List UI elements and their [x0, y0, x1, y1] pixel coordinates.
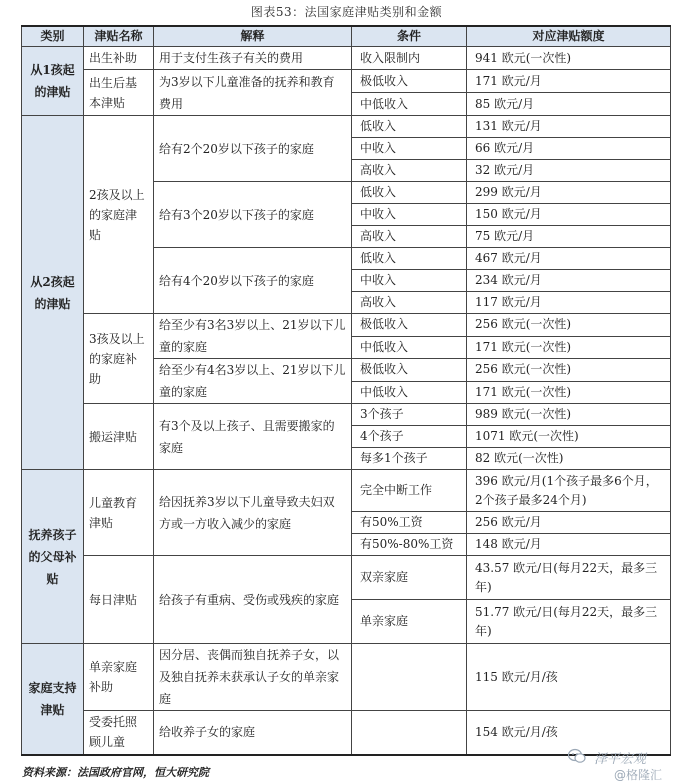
amount-cell: 115 欧元/月/孩 — [467, 644, 671, 711]
category-cell: 从1孩起的津贴 — [22, 47, 84, 116]
condition-cell: 3个孩子 — [352, 404, 467, 426]
allowance-name: 每日津贴 — [84, 556, 154, 644]
allowance-name: 搬运津贴 — [84, 404, 154, 470]
allowance-description: 给有4个20岁以下孩子的家庭 — [154, 248, 352, 314]
condition-cell: 高收入 — [352, 160, 467, 182]
amount-cell: 85 欧元/月 — [467, 93, 671, 116]
watermark-primary: 泽平宏观 — [594, 752, 647, 767]
condition-cell: 有50%-80%工资 — [352, 534, 467, 556]
amount-cell: 234 欧元/月 — [467, 270, 671, 292]
allowance-description: 给孩子有重病、受伤或残疾的家庭 — [154, 556, 352, 644]
amount-cell: 117 欧元/月 — [467, 292, 671, 314]
watermark-secondary: @格隆汇 — [614, 768, 663, 782]
amount-cell: 32 欧元/月 — [467, 160, 671, 182]
condition-cell — [352, 644, 467, 711]
amount-cell: 256 欧元(一次性) — [467, 359, 671, 382]
condition-cell: 中收入 — [352, 138, 467, 160]
figure-title: 图表53：法国家庭津贴类别和金额 — [250, 5, 443, 19]
category-cell: 抚养孩子的父母补贴 — [22, 470, 84, 644]
condition-cell: 中低收入 — [352, 381, 467, 404]
amount-cell: 75 欧元/月 — [467, 226, 671, 248]
amount-cell: 43.57 欧元/日(每月22天，最多三年) — [467, 556, 671, 600]
amount-cell: 256 欧元/月 — [467, 512, 671, 534]
table-row — [22, 70, 671, 93]
amount-cell: 82 欧元(一次性) — [467, 448, 671, 470]
condition-cell: 双亲家庭 — [352, 556, 467, 600]
allowance-name: 出生后基本津贴 — [84, 70, 154, 116]
condition-cell — [352, 711, 467, 755]
amount-cell: 51.77 欧元/日(每月22天，最多三年) — [467, 600, 671, 644]
amount-cell: 941 欧元(一次性) — [467, 47, 671, 70]
amount-cell: 171 欧元/月 — [467, 70, 671, 93]
condition-cell: 极低收入 — [352, 70, 467, 93]
allowance-name: 出生补助 — [84, 47, 154, 70]
header-name: 津贴名称 — [84, 26, 154, 47]
allowance-name: 儿童教育津贴 — [84, 470, 154, 556]
header-category: 类别 — [22, 26, 84, 47]
amount-cell: 171 欧元(一次性) — [467, 381, 671, 404]
amount-cell: 131 欧元/月 — [467, 116, 671, 138]
table-row — [22, 116, 671, 138]
condition-cell: 低收入 — [352, 248, 467, 270]
header-condition: 条件 — [352, 26, 467, 47]
table-row — [22, 314, 671, 337]
table-row — [22, 644, 671, 711]
amount-cell: 1071 欧元(一次性) — [467, 426, 671, 448]
allowance-name: 单亲家庭补助 — [84, 644, 154, 711]
category-cell: 家庭支持津贴 — [22, 644, 84, 755]
amount-cell: 154 欧元/月/孩 — [467, 711, 671, 755]
category-cell: 从2孩起的津贴 — [22, 116, 84, 470]
allowance-description: 给收养子女的家庭 — [154, 711, 352, 755]
header-description: 解释 — [154, 26, 352, 47]
condition-cell: 每多1个孩子 — [352, 448, 467, 470]
condition-cell: 极低收入 — [352, 314, 467, 337]
allowance-name: 受委托照顾儿童 — [84, 711, 154, 755]
amount-cell: 148 欧元/月 — [467, 534, 671, 556]
allowance-table — [21, 25, 671, 756]
amount-cell: 171 欧元(一次性) — [467, 336, 671, 359]
amount-cell: 299 欧元/月 — [467, 182, 671, 204]
amount-cell: 256 欧元(一次性) — [467, 314, 671, 337]
allowance-description: 为3岁以下儿童准备的抚养和教育费用 — [154, 70, 352, 116]
condition-cell: 单亲家庭 — [352, 600, 467, 644]
condition-cell: 中低收入 — [352, 93, 467, 116]
allowance-name: 3孩及以上的家庭补助 — [84, 314, 154, 404]
condition-cell: 中收入 — [352, 270, 467, 292]
allowance-description: 给至少有3名3岁以上、21岁以下儿童的家庭 — [154, 314, 352, 359]
condition-cell: 低收入 — [352, 182, 467, 204]
condition-cell: 低收入 — [352, 116, 467, 138]
allowance-name: 2孩及以上的家庭津贴 — [84, 116, 154, 314]
allowance-description: 给有3个20岁以下孩子的家庭 — [154, 182, 352, 248]
allowance-description: 给因抚养3岁以下儿童导致夫妇双方或一方收入减少的家庭 — [154, 470, 352, 556]
wechat-icon — [568, 748, 586, 764]
condition-cell: 4个孩子 — [352, 426, 467, 448]
allowance-description: 用于支付生孩子有关的费用 — [154, 47, 352, 70]
amount-cell: 150 欧元/月 — [467, 204, 671, 226]
header-amount: 对应津贴额度 — [467, 26, 671, 47]
condition-cell: 中收入 — [352, 204, 467, 226]
table-row — [22, 47, 671, 70]
condition-cell: 高收入 — [352, 226, 467, 248]
amount-cell: 396 欧元/月(1个孩子最多6个月，2个孩子最多24个月) — [467, 470, 671, 512]
condition-cell: 完全中断工作 — [352, 470, 467, 512]
table-row — [22, 470, 671, 512]
allowance-description: 给至少有4名3岁以上、21岁以下儿童的家庭 — [154, 359, 352, 404]
amount-cell: 467 欧元/月 — [467, 248, 671, 270]
condition-cell: 有50%工资 — [352, 512, 467, 534]
source-note: 资料来源：法国政府官网，恒大研究院 — [22, 766, 209, 779]
condition-cell: 中低收入 — [352, 336, 467, 359]
allowance-description: 给有2个20岁以下孩子的家庭 — [154, 116, 352, 182]
condition-cell: 高收入 — [352, 292, 467, 314]
condition-cell: 收入限制内 — [352, 47, 467, 70]
amount-cell: 989 欧元(一次性) — [467, 404, 671, 426]
table-row — [22, 556, 671, 600]
header-row — [22, 26, 671, 47]
amount-cell: 66 欧元/月 — [467, 138, 671, 160]
allowance-description: 因分居、丧偶而独自抚养子女，以及独自抚养未获承认子女的单亲家庭 — [154, 644, 352, 711]
table-row — [22, 404, 671, 426]
allowance-description: 有3个及以上孩子、且需要搬家的家庭 — [154, 404, 352, 470]
condition-cell: 极低收入 — [352, 359, 467, 382]
